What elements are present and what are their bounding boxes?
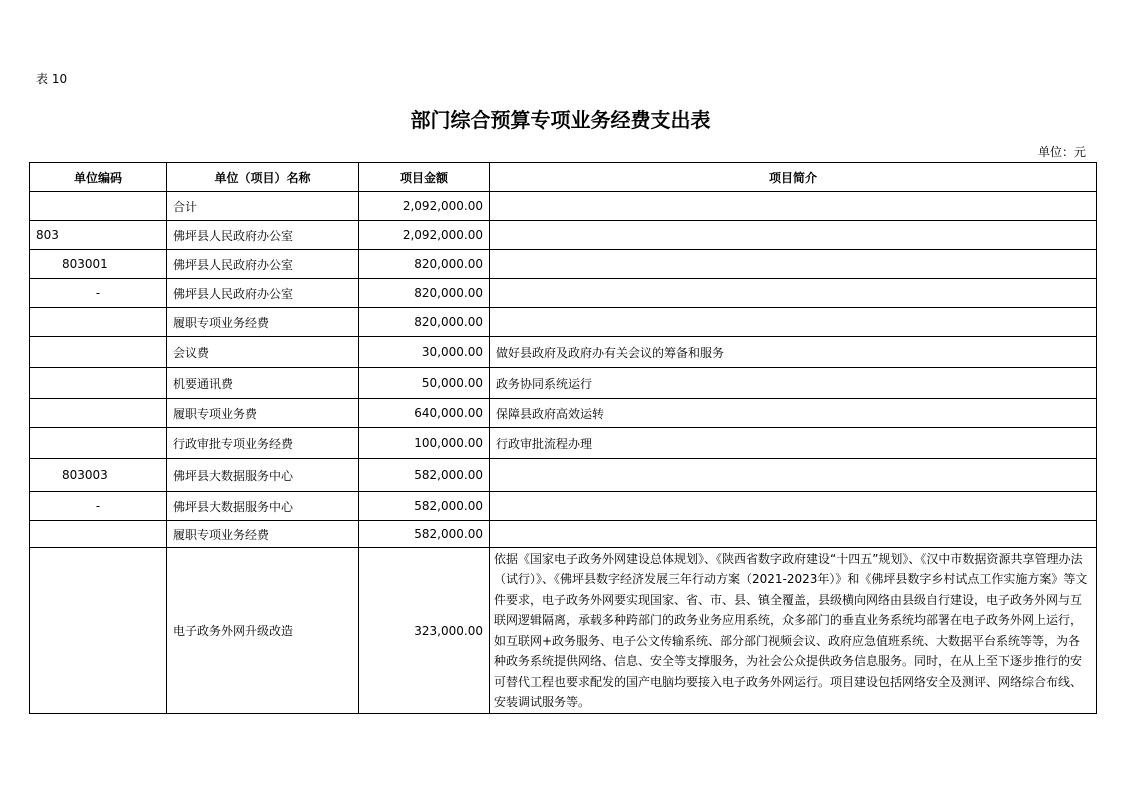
table-row [30, 337, 1097, 368]
cell-desc [490, 250, 1097, 279]
cell-code [30, 399, 167, 428]
cell-name: 佛坪县人民政府办公室 [167, 221, 359, 250]
cell-name: 履职专项业务经费 [167, 521, 359, 548]
table-row [30, 459, 1097, 492]
cell-name: 佛坪县大数据服务中心 [167, 492, 359, 521]
cell-code [30, 368, 167, 399]
cell-desc [490, 221, 1097, 250]
cell-code [30, 548, 167, 714]
cell-code: - [30, 279, 167, 308]
cell-name: 会议费 [167, 337, 359, 368]
page-title: 部门综合预算专项业务经费支出表 [410, 108, 711, 132]
table-row [30, 399, 1097, 428]
col-header-name: 单位（项目）名称 [167, 163, 359, 192]
cell-code [30, 192, 167, 221]
table-number: 表 10 [36, 72, 68, 86]
cell-amount: 582,000.00 [359, 521, 490, 548]
col-header-amount: 项目金额 [359, 163, 490, 192]
cell-amount: 582,000.00 [359, 492, 490, 521]
cell-desc: 依据《国家电子政务外网建设总体规划》、《陕西省数字政府建设“十四五”规划》、《汉中市数据资源共享管理办法（试行）》、《佛坪县数字经济发展三年行动方案（2021-2023年）》和《佛坪县数字乡村试点工作实施方案》等文件要求，电子政务外网要实现国家、省、市、县、镇全覆盖，县级横向网络由县级自行建设，电子政务外网与互联网逻辑隔离，承载多种跨部门的政务业务应用系统，众多部门的垂直业务系统均部署在电子政务外网上运行，如互联网+政务服务、电子公文传输系统、部分部门视频会议、政府应急值班系统、大数据平台系统等等，为各种政务系统提供网络、信息、安全等支撑服务，为社会公众提供政务信息服务。同时，在从上至下逐步推行的安可替代工程也要求配发的国产电脑均要接入电子政务外网运行。项目建设包括网络安全及测评、网络综合布线、安装调试服务等。 [490, 548, 1097, 714]
cell-code: 803001 [30, 250, 167, 279]
cell-code [30, 337, 167, 368]
cell-amount: 30,000.00 [359, 337, 490, 368]
cell-name: 佛坪县人民政府办公室 [167, 279, 359, 308]
cell-desc: 保障县政府高效运转 [490, 399, 1097, 428]
cell-code [30, 428, 167, 459]
cell-name: 行政审批专项业务经费 [167, 428, 359, 459]
cell-amount: 640,000.00 [359, 399, 490, 428]
table-row [30, 279, 1097, 308]
cell-name: 履职专项业务经费 [167, 308, 359, 337]
cell-code: 803003 [30, 459, 167, 492]
cell-amount: 820,000.00 [359, 279, 490, 308]
table-row [30, 428, 1097, 459]
col-header-desc: 项目简介 [490, 163, 1097, 192]
cell-name: 机要通讯费 [167, 368, 359, 399]
cell-desc: 政务协同系统运行 [490, 368, 1097, 399]
cell-name: 合计 [167, 192, 359, 221]
cell-code: - [30, 492, 167, 521]
cell-desc [490, 192, 1097, 221]
table-row [30, 548, 1097, 714]
cell-amount: 820,000.00 [359, 308, 490, 337]
table-row [30, 221, 1097, 250]
cell-amount: 50,000.00 [359, 368, 490, 399]
cell-desc [490, 521, 1097, 548]
cell-name: 电子政务外网升级改造 [167, 548, 359, 714]
cell-name: 佛坪县人民政府办公室 [167, 250, 359, 279]
cell-code [30, 308, 167, 337]
table-row [30, 492, 1097, 521]
cell-desc [490, 459, 1097, 492]
cell-amount: 100,000.00 [359, 428, 490, 459]
table-row [30, 368, 1097, 399]
cell-amount: 2,092,000.00 [359, 221, 490, 250]
cell-amount: 323,000.00 [359, 548, 490, 714]
cell-amount: 820,000.00 [359, 250, 490, 279]
cell-amount: 2,092,000.00 [359, 192, 490, 221]
cell-name: 佛坪县大数据服务中心 [167, 459, 359, 492]
table-row [30, 250, 1097, 279]
cell-code: 803 [30, 221, 167, 250]
table-header-row [30, 163, 1097, 192]
cell-desc: 做好县政府及政府办有关会议的筹备和服务 [490, 337, 1097, 368]
col-header-code: 单位编码 [30, 163, 167, 192]
cell-desc: 行政审批流程办理 [490, 428, 1097, 459]
table-row [30, 521, 1097, 548]
cell-desc [490, 279, 1097, 308]
cell-desc [490, 492, 1097, 521]
cell-amount: 582,000.00 [359, 459, 490, 492]
cell-name: 履职专项业务费 [167, 399, 359, 428]
cell-desc [490, 308, 1097, 337]
budget-table [29, 162, 1097, 714]
table-row [30, 192, 1097, 221]
unit-label: 单位：元 [1037, 145, 1086, 159]
table-row [30, 308, 1097, 337]
cell-code [30, 521, 167, 548]
